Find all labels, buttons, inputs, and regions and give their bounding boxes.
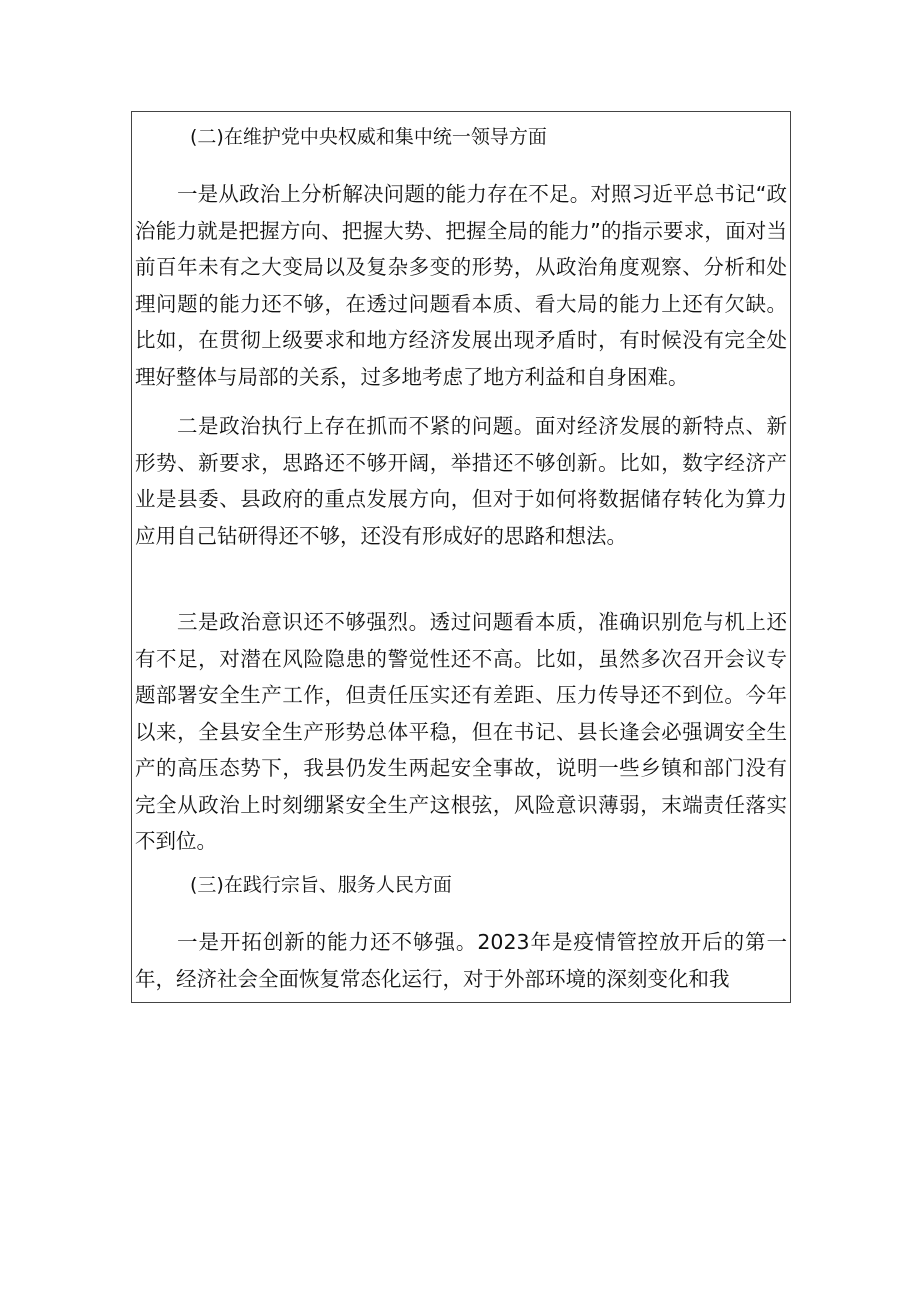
paragraph-political-awareness: 三是政治意识还不够强烈。透过问题看本质，准确识别危与机上还有不足，对潜在风险隐患的警觉性还不高。比如，虽然多次召开会议专题部署安全生产工作，但责任压实还有差距、压力传导还不到位。今年以来，全县安全生产形势总体平稳，但在书记、县长逢会必强调安全生产的高压态势下，我县仍发生两起安全事故，说明一些乡镇和部门没有完全从政治上时刻绷紧安全生产这根弦，风险意识薄弱，末端责任落实不到位。 xyxy=(135,610,787,853)
document-frame xyxy=(131,111,791,1003)
paragraph-political-analysis: 一是从政治上分析解决问题的能力存在不足。对照习近平总书记“政治能力就是把握方向、把握大势、把握全局的能力”的指示要求，面对当前百年未有之大变局以及复杂多变的形势，从政治角度观察、分析和处理问题的能力还不够，在透过问题看本质、看大局的能力上还有欠缺。比如，在贯彻上级要求和地方经济发展出现矛盾时，有时候没有完全处理好整体与局部的关系，过多地考虑了地方利益和自身困难。 xyxy=(135,182,787,389)
paragraph-political-execution: 二是政治执行上存在抓而不紧的问题。面对经济发展的新特点、新形势、新要求，思路还不够开阔，举措还不够创新。比如，数字经济产业是县委、县政府的重点发展方向，但对于如何将数据储存转化为算力应用自己钻研得还不够，还没有形成好的思路和想法。 xyxy=(135,414,787,548)
section-heading-3: (三)在践行宗旨、服务人民方面 xyxy=(190,874,452,896)
paragraph-innovation: 一是开拓创新的能力还不够强。2023年是疫情管控放开后的第一年，经济社会全面恢复常态化运行，对于外部环境的深刻变化和我 xyxy=(135,930,787,991)
section-heading-2: (二)在维护党中央权威和集中统一领导方面 xyxy=(190,126,547,148)
